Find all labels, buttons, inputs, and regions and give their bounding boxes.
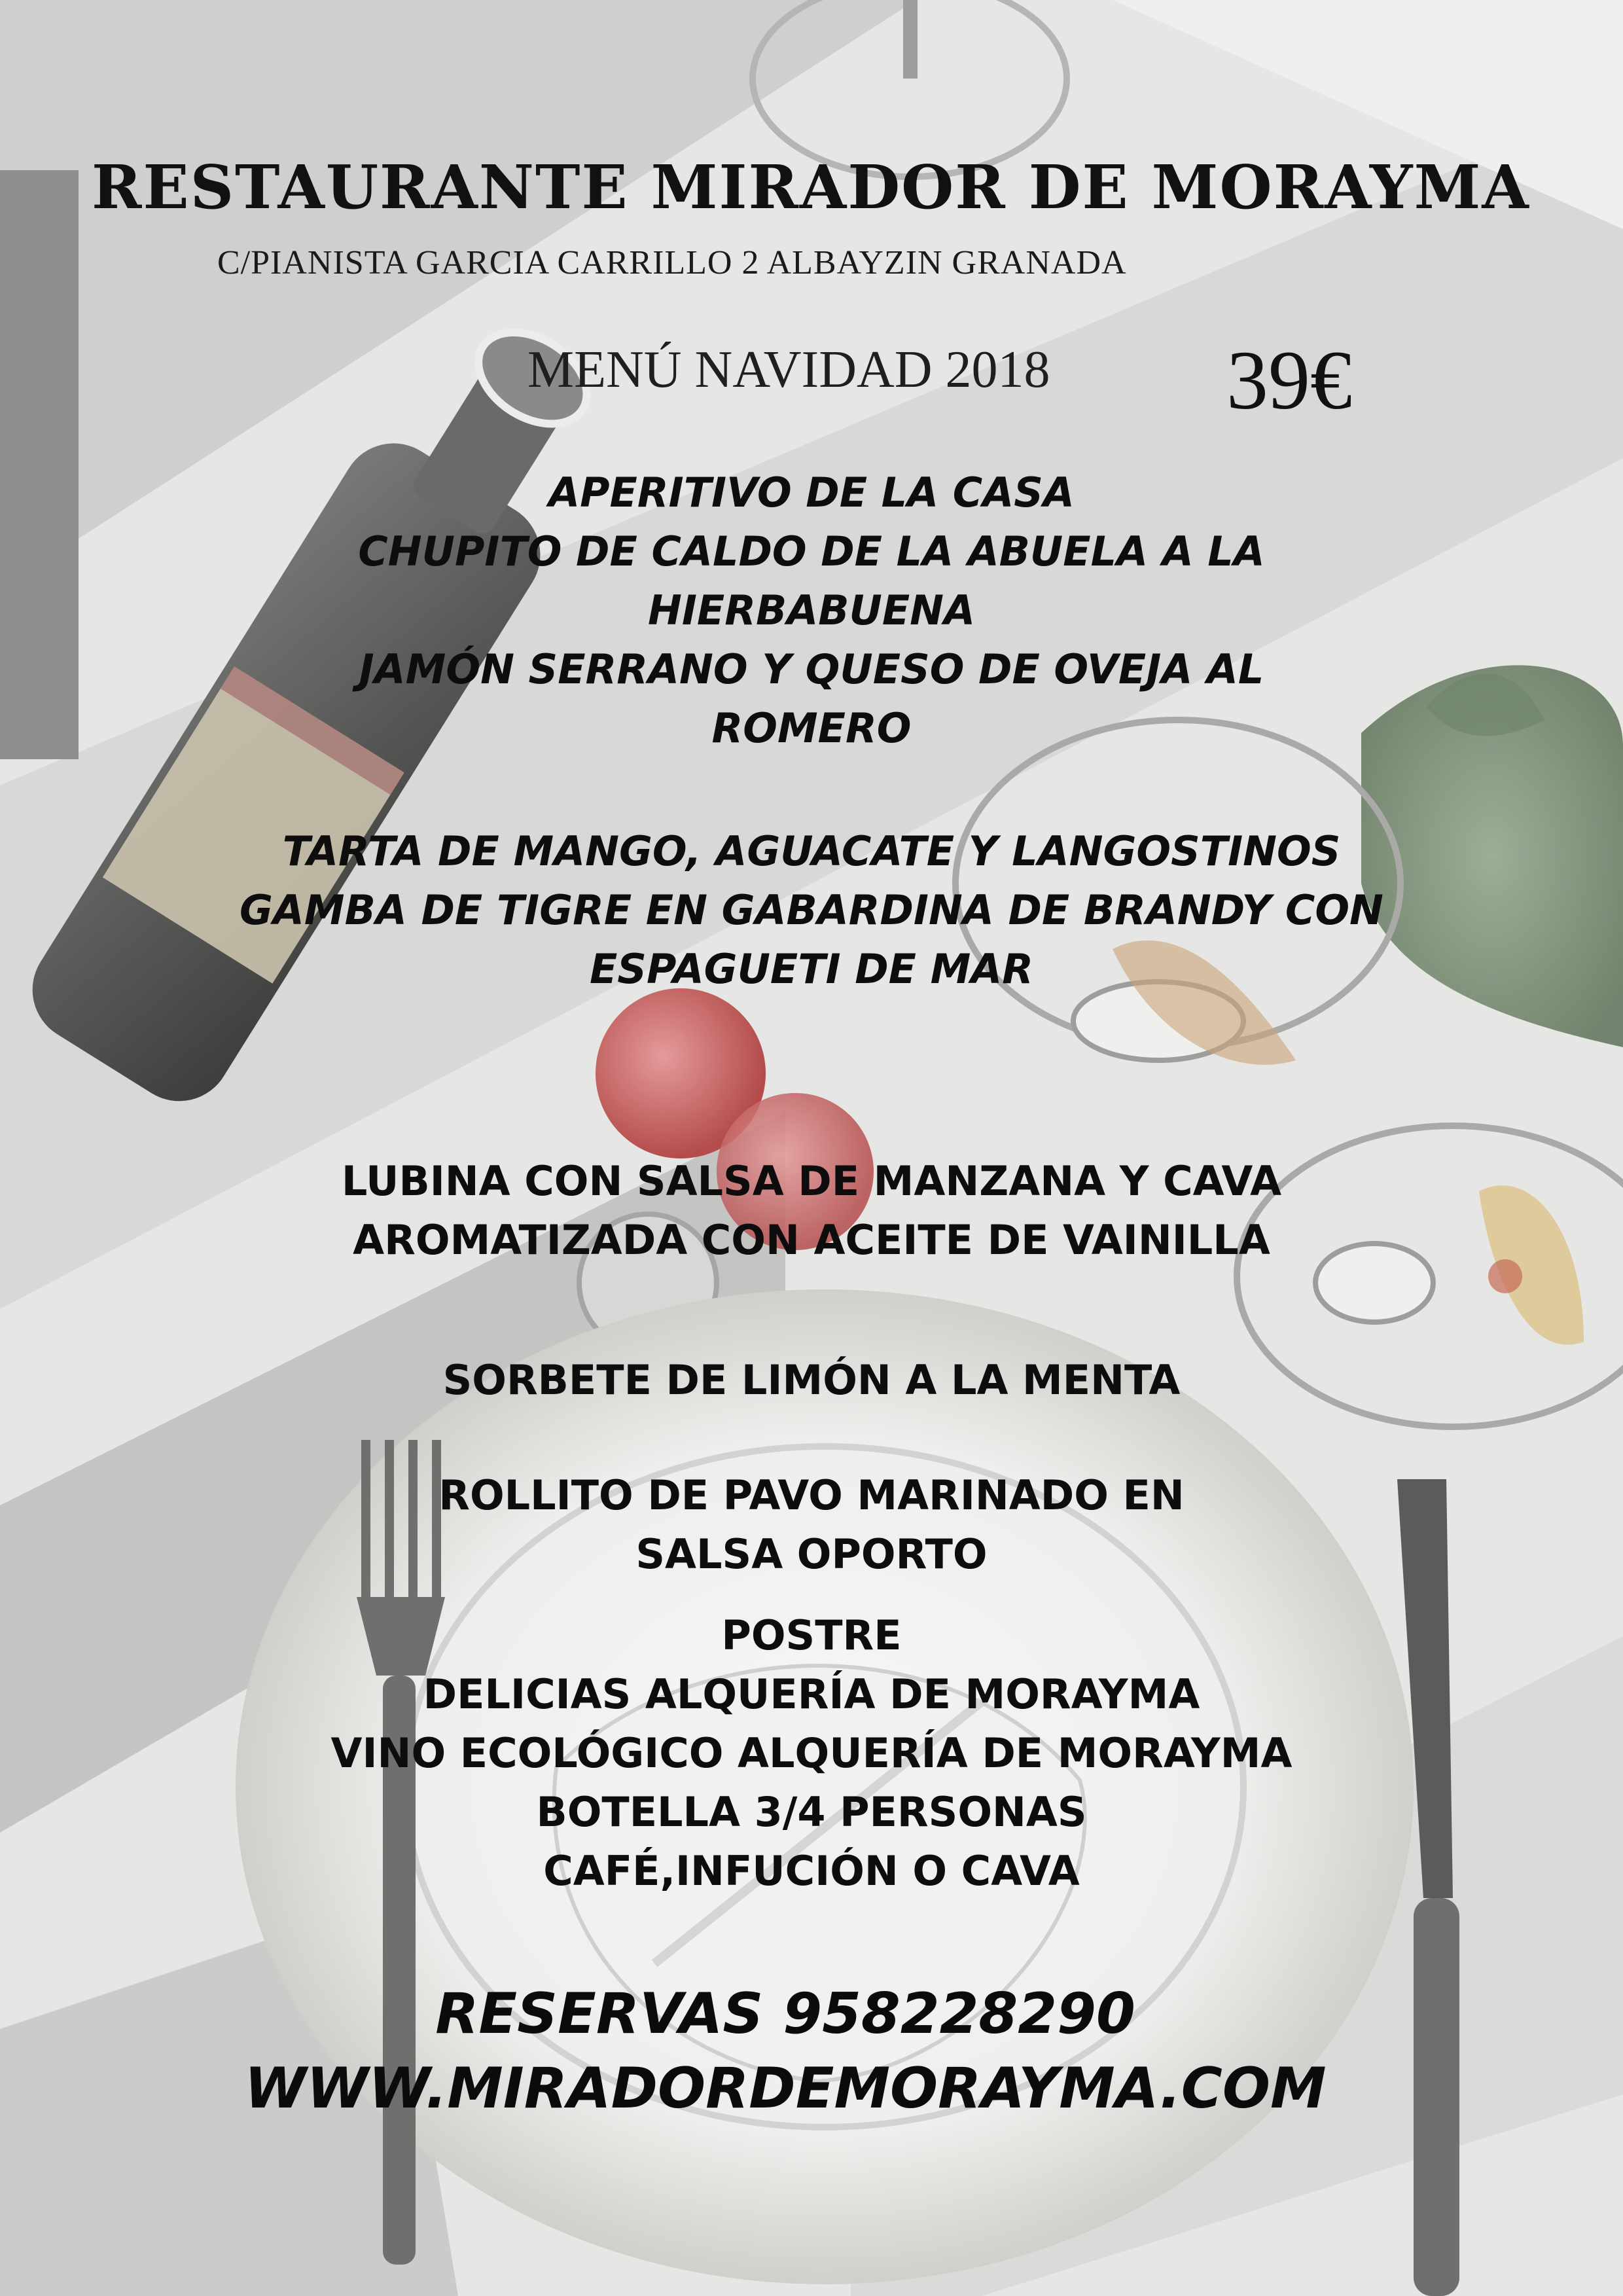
menu-item: JAMÓN SERRANO Y QUESO DE OVEJA AL <box>359 645 1264 693</box>
restaurant-title: RESTAURANTE MIRADOR DE MORAYMA <box>92 152 1530 223</box>
menu-item: TARTA DE MANGO, AGUACATE Y LANGOSTINOS <box>282 827 1341 875</box>
menu-item: BOTELLA 3/4 PERSONAS <box>536 1788 1087 1836</box>
menu-item: DELICIAS ALQUERÍA DE MORAYMA <box>423 1670 1200 1718</box>
main-course-section <box>0 1466 1623 1584</box>
menu-item: ROMERO <box>711 704 912 752</box>
fish-section <box>0 1152 1623 1270</box>
entrees-section <box>0 822 1623 999</box>
menu-item: LUBINA CON SALSA DE MANZANA Y CAVA <box>341 1157 1282 1205</box>
menu-item: APERITIVO DE LA CASA <box>548 469 1075 516</box>
menu-item: AROMATIZADA CON ACEITE DE VAINILLA <box>353 1216 1270 1264</box>
menu-item: VINO ECOLÓGICO ALQUERÍA DE MORAYMA <box>330 1729 1293 1777</box>
menu-item: SORBETE DE LIMÓN A LA MENTA <box>442 1356 1181 1404</box>
menu-item: GAMBA DE TIGRE EN GABARDINA DE BRANDY CON <box>240 886 1383 934</box>
menu-item: HIERBABUENA <box>647 586 976 634</box>
menu-item: CHUPITO DE CALDO DE LA ABUELA A LA <box>358 528 1265 575</box>
menu-item: POSTRE <box>721 1611 902 1659</box>
dessert-section <box>0 1606 1623 1901</box>
menu-item: CAFÉ,INFUCIÓN O CAVA <box>543 1847 1080 1895</box>
reservations-phone: RESERVAS 958228290 <box>435 1981 1135 2047</box>
starters-section <box>0 463 1623 758</box>
menu-name: MENÚ NAVIDAD 2018 <box>527 341 1050 399</box>
reservations-footer <box>0 1977 1597 2126</box>
menu-item: ESPAGUETI DE MAR <box>589 945 1034 993</box>
website-link[interactable]: WWW.MIRADORDEMORAYMA.COM <box>244 2056 1327 2121</box>
menu-item: SALSA OPORTO <box>635 1530 988 1578</box>
menu-price: 39€ <box>1226 334 1352 427</box>
sorbet-section <box>0 1351 1623 1410</box>
menu-item: ROLLITO DE PAVO MARINADO EN <box>438 1471 1185 1519</box>
restaurant-address: C/PIANISTA GARCIA CARRILLO 2 ALBAYZIN GRANADA <box>217 244 1127 281</box>
